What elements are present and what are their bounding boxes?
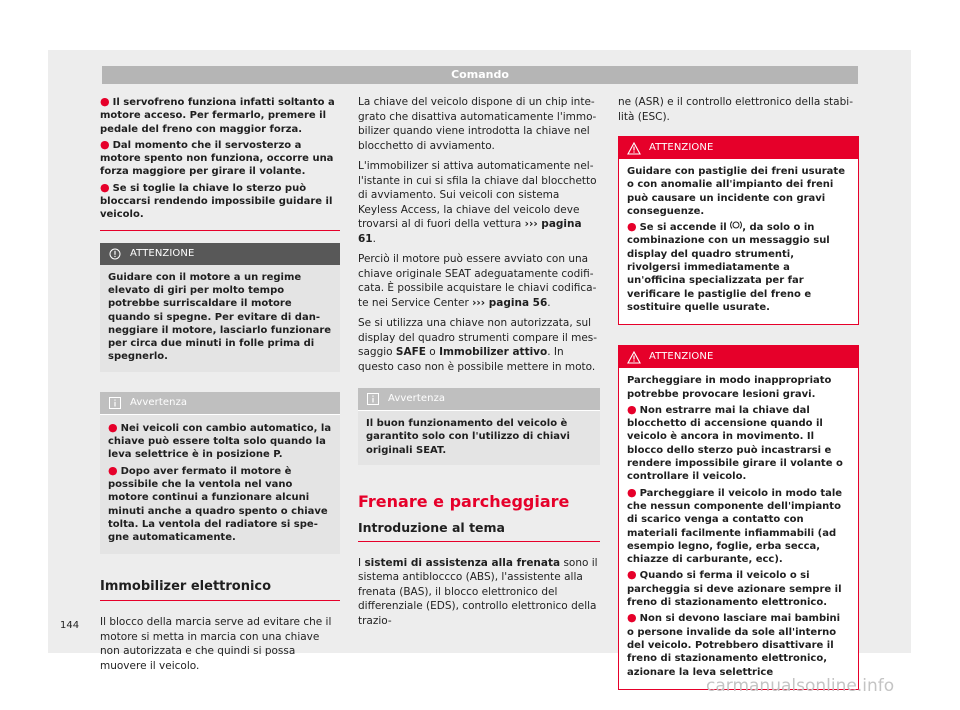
watermark: carmanualsonline.info [706, 676, 895, 696]
warning-header [100, 243, 340, 265]
page-link[interactable]: ››› pagina 56 [472, 296, 548, 309]
list-item: ● Dal momento che il servosterzo a motore spento non funziona, occorre una forza maggiore per girare il volante. [100, 137, 334, 178]
warning-body [619, 368, 858, 689]
warning-triangle-icon [627, 350, 641, 364]
section-heading [100, 580, 340, 601]
info-icon [108, 396, 122, 410]
warning-header [619, 137, 858, 159]
column-2 [358, 95, 600, 634]
bullet-icon: ● [108, 463, 118, 477]
warning-triangle-icon [627, 141, 641, 155]
column-3 [618, 95, 859, 710]
bullet-icon: ● [627, 611, 637, 625]
paragraph: L'immobilizer si attiva automaticamente nell'istante in cui si sfila la chiave dal blocchetto di avviamento. Sui veicoli con sistema Keyless Access, la chiave del veicolo deve trovarsi al di fuori della vettura ››› pagina 61. [358, 160, 597, 245]
paragraph: Guidare con pastiglie dei freni usurate o con anomalie all'impianto dei freni può causare un incidente con gravi conseguenze. [627, 166, 845, 217]
info-icon [366, 392, 380, 406]
paragraph: I sistemi di assistenza alla frenata sono il sistema antibloccco (ABS), l'assistente alla frenata (BAS), il blocco elettronico del differenziale (EDS), controllo elettronico della trazio- [358, 556, 598, 627]
list-item: ● Il servofreno funziona infatti soltanto a motore acceso. Per fermarlo, premere il pedale del freno con maggior forza. [100, 95, 335, 135]
list-item: ● Quando si ferma il veicolo o si parcheggia si deve azionare sempre il freno di stazionamento elettronico. [627, 568, 842, 609]
body-text [618, 95, 859, 124]
note-label: Avvertenza [130, 396, 188, 408]
warning-body [619, 159, 858, 324]
divider [100, 600, 340, 601]
warning-box [618, 136, 859, 325]
body-text [358, 95, 600, 374]
section-title: Immobilizer elettronico [100, 579, 272, 595]
bullet-icon: ● [627, 402, 637, 416]
paragraph: ne (ASR) e il controllo elettronico della stabilità (ESC). [618, 96, 853, 123]
note-box [100, 392, 340, 555]
bullet-icon: ● [100, 95, 110, 108]
paragraph: Parcheggiare in modo inappropriato potrebbe provocare lesioni gravi. [627, 375, 832, 400]
paragraph: Perciò il motore può essere avviato con una chiave originale SEAT adeguatamente codificata. È possibile acquistare le chiavi codificate nei Service Center ››› pagina 56. [358, 253, 597, 309]
note-text: Il buon funzionamento del veicolo è garantito solo con l'utilizzo di chiavi originali SEAT. [358, 410, 600, 465]
paragraph: Il blocco della marcia serve ad evitare che il motore si metta in marcia con una chiave non autorizzata e che quindi si possa muovere il veicolo. [100, 616, 332, 672]
note-box [358, 388, 600, 465]
list-item: ● Se si toglie la chiave lo sterzo può bloccarsi rendendo impossibile guidare il veicolo. [100, 180, 333, 221]
paragraph: La chiave del veicolo dispone di un chip integrato che disattiva automaticamente l'immobilizer quando viene introdotta la chiave nel blocchetto di avviamento. [358, 96, 597, 152]
bullet-icon: ● [627, 568, 637, 582]
page-header: Comando [102, 66, 858, 84]
list-item: ● Non estrarre mai la chiave dal blocchetto di accensione quando il veicolo è ancora in movimento. Il blocco dello sterzo può incastrarsi e rendere impossibile girare il volante o controllare il veicolo. [627, 402, 843, 483]
chapter-title: Frenare e parcheggiare [358, 491, 570, 511]
note-label: Avvertenza [388, 393, 446, 404]
list-item: ● Se si accende il , da solo o in combinazione con un messaggio sul display del quadro strumenti, rivolgersi immediatamente a un'officina specializzata per far verificare le pastiglie del freno e sostituire quelle usurate. [627, 220, 830, 313]
warning-label: ATTENZIONE [649, 142, 714, 153]
warning-label: ATTENZIONE [649, 351, 714, 363]
divider [100, 230, 340, 231]
warning-header [619, 346, 858, 368]
warning-text: Guidare con il motore a un regime elevato di giri per molto tempo potrebbe surriscaldare il motore quando si spegne. Per evitare di danneggiare il motore, lasciarlo funzionare per circa due minuti in folle prima di spegnerlo. [108, 271, 332, 363]
brake-warning-icon [730, 222, 742, 233]
note-header [358, 388, 600, 410]
column-1 [100, 95, 340, 679]
page-number: 144 [60, 620, 80, 631]
list-item: ● Dopo aver fermato il motore è possibile che la ventola nel vano motore continui a funzionare alcuni minuti anche a quadro spento o chiave tolta. La ventola del radiatore si spegne automaticamente. [108, 463, 328, 544]
note-body [100, 414, 340, 555]
chapter-heading [358, 491, 600, 542]
bullet-list [100, 95, 340, 222]
list-item: ● Non si devono lasciare mai bambini o persone invalide da sole all'interno del veicolo. Potrebbero disattivare il freno di stazionamento elettronico, azionare la leva selettrice [627, 611, 841, 678]
divider [358, 541, 600, 542]
body-text [100, 615, 340, 673]
bullet-icon: ● [627, 220, 637, 234]
warning-circle-icon [108, 247, 122, 261]
page-link[interactable]: ››› pagina 61 [358, 218, 582, 245]
body-text [358, 556, 600, 629]
bullet-icon: ● [100, 137, 110, 151]
list-item: ● Parcheggiare il veicolo in modo tale che nessun componente dell'impianto di scarico venga a contatto con materiali facilmente infiammabili (ad esempio legno, foglie, erba secca, chiazze di carburante, ecc). [627, 485, 843, 566]
bullet-icon: ● [108, 420, 118, 434]
warning-box [100, 243, 340, 372]
note-header [100, 392, 340, 414]
paragraph: Se si utilizza una chiave non autorizzata, sul display del quadro strumenti compare il messaggio SAFE o Immobilizer attivo. In questo caso non è possibile mettere in moto. [358, 317, 598, 373]
bullet-icon: ● [627, 485, 637, 499]
warning-box [618, 345, 859, 690]
list-item: ● Nei veicoli con cambio automatico, la chiave può essere tolta solo quando la leva selettrice è in posizione P. [108, 420, 332, 461]
warning-label: ATTENZIONE [130, 247, 195, 259]
bullet-icon: ● [100, 180, 110, 194]
subsection-title: Introduzione al tema [358, 519, 505, 535]
